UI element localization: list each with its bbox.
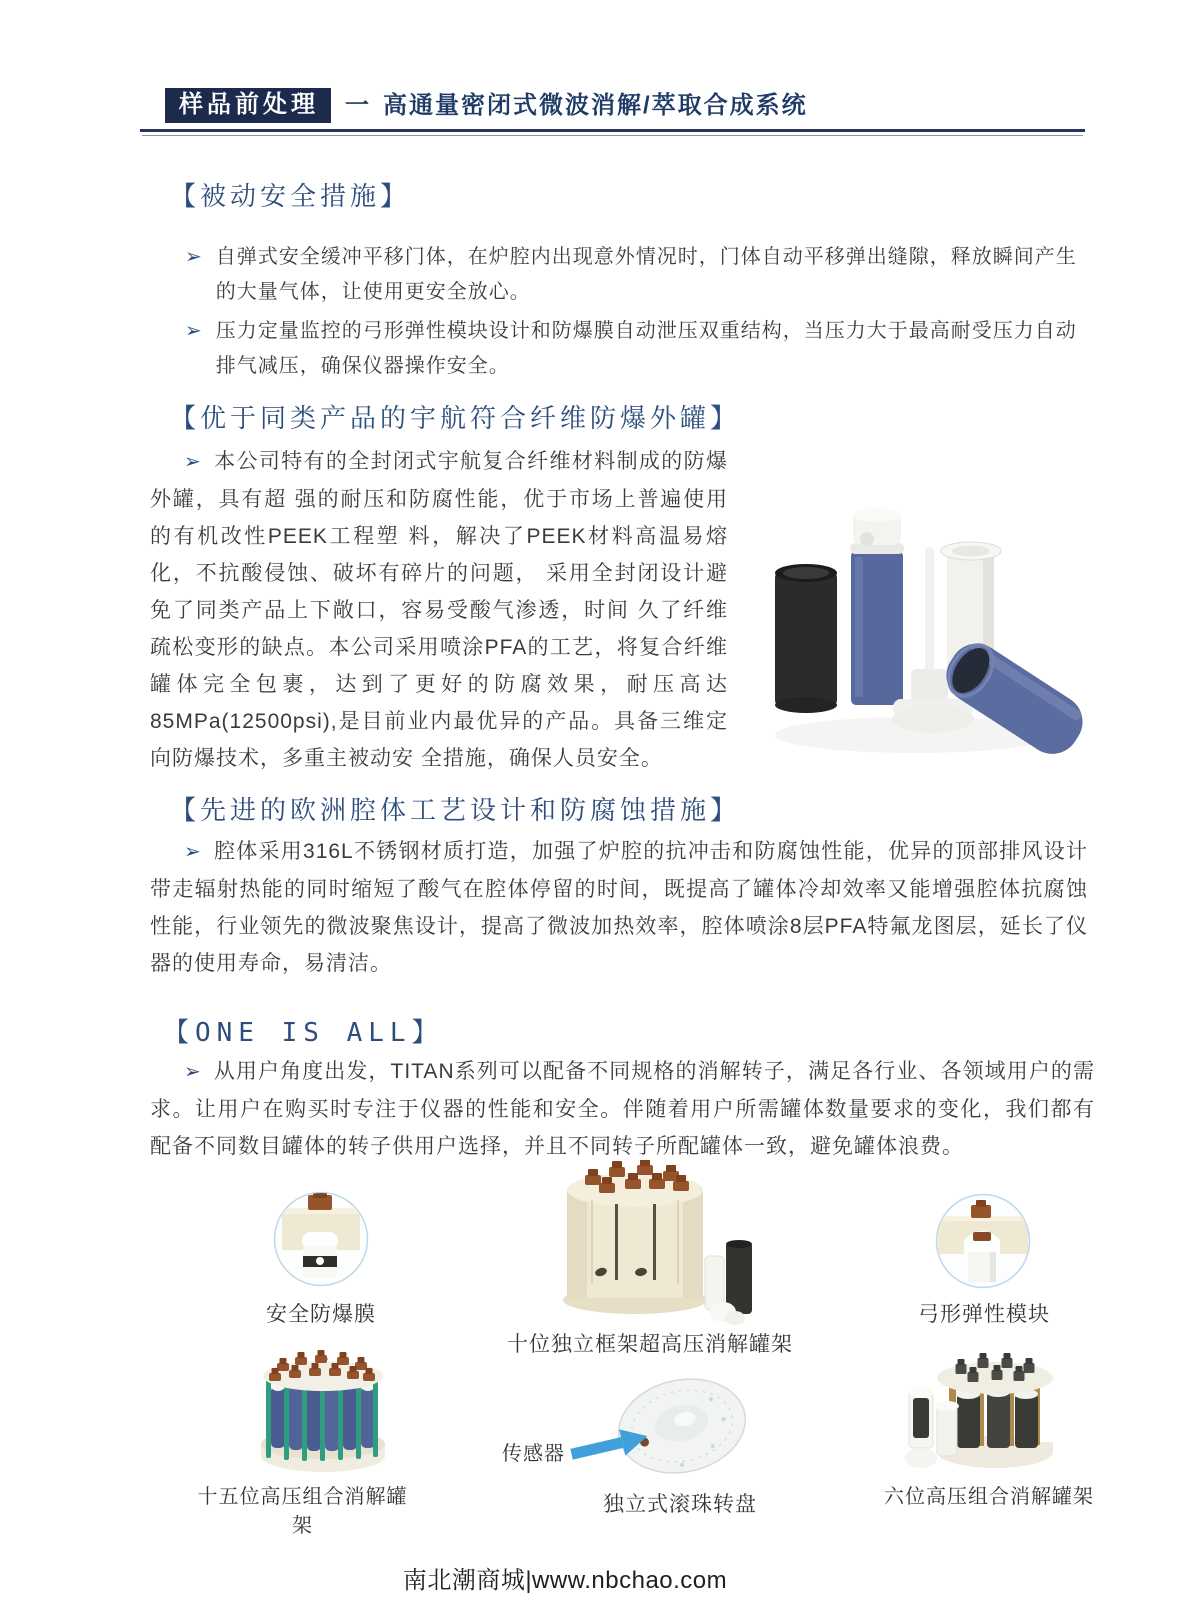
paragraph-text: 腔体采用316L不锈钢材质打造，加强了炉腔的抗冲击和防腐蚀性能，优异的顶部排风设计带走辐射热能的同时缩短了酸气在腔体停留的时间，既提高了罐体冷却效率又能增强腔体抗腐蚀性能，行业领先的微波聚焦设计，提高了微波加热效率，腔体喷涂8层PFA特氟龙图层，延长了仪器的使用寿命，易清洁。 [150,840,1088,975]
footer-text: 南北潮商城|www.nbchao.com [402,1567,728,1594]
explosion-proof-tubes-image [755,505,1085,765]
bullet-item [185,314,1090,384]
page-title: 高通量密闭式微波消解/萃取合成系统 [383,91,808,119]
product-arch-module-image [934,1192,1032,1295]
rack15-illustration [255,1348,395,1478]
product-membrane-caption: 安全防爆膜 [266,1303,376,1326]
membrane-illustration [272,1190,370,1288]
sensor-arrow-icon [568,1424,650,1467]
product-rack15-caption: 十五位高压组合消解罐架 [197,1486,408,1537]
tubes-illustration [755,505,1085,765]
passive-bullet-list [185,240,1090,388]
section-cavity-title: 【先进的欧洲腔体工艺设计和防腐蚀措施】 [170,795,741,825]
outer-tank-paragraph [150,443,728,777]
header-rule [140,129,1085,134]
bullet-arrow-icon: ➢ [184,841,202,863]
bullet-item [185,240,1090,310]
header-dash: 一 [345,91,369,119]
product-rack10-image [553,1160,758,1330]
product-rack15-image [255,1348,395,1483]
bullet-arrow-icon: ➢ [184,451,202,473]
one-is-all-paragraph [150,1053,1095,1165]
section-outer-tank-title: 【优于同类产品的宇航符合纤维防爆外罐】 [170,403,741,433]
paragraph-text: 从用户角度出发，TITAN系列可以配备不同规格的消解转子，满足各行业、各领域用户的需求。让用户在购买时专注于仪器的性能和安全。伴随着用户所需罐体数量要求的变化，我们都有配备不同数目罐体的转子供用户选择，并且不同转子所配罐体一致，避免罐体浪费。 [150,1060,1095,1158]
bullet-arrow-icon: ➢ [184,1061,202,1083]
bullet-arrow-icon: ➢ [185,320,203,342]
product-arch-module-caption: 弓形弹性模块 [918,1303,1050,1326]
rack10-illustration [553,1160,758,1325]
rack6-illustration [903,1348,1058,1478]
paragraph-text: 本公司特有的全封闭式宇航复合纤维材料制成的防爆外罐，具有超 强的耐压和防腐性能，优于市场上普遍使用的有机改性PEEK工程塑 料，解决了PEEK材料高温易熔化，不抗酸侵蚀、破坏有碎片的问题， 采用全封闭设计避免了同类产品上下敞口，容易受酸气渗透，时间 久了纤维疏松变形的缺点。本公司采用喷涂PFA的工艺，将复合纤维 罐体完全包裹，达到了更好的防腐效果，耐压高达85MPa(12500psi),是目前业内最优异的产品。具备三维定向防爆技术，多重主被动安 全措施，确保人员安全。 [150,450,728,770]
product-membrane-image [272,1190,370,1293]
product-rack10-caption: 十位独立框架超高压消解罐架 [507,1333,793,1356]
arch-module-illustration [934,1192,1032,1290]
header-badge: 样品前处理 [165,88,331,123]
sensor-arrow [568,1424,650,1462]
section-one-is-all-title: 【ONE IS ALL】 [163,1018,444,1048]
section-passive-title: 【被动安全措施】 [170,181,411,211]
bullet-arrow-icon: ➢ [185,246,203,268]
product-rack6-caption: 六位高压组合消解罐架 [884,1486,1094,1508]
product-rack6-image [903,1348,1058,1483]
bullet-text: 压力定量监控的弓形弹性模块设计和防爆膜自动泄压双重结构，当压力大于最高耐受压力自动排气减压，确保仪器操作安全。 [215,320,1077,377]
cavity-paragraph [150,833,1088,982]
product-turntable-caption: 独立式滚珠转盘 [603,1493,757,1516]
page-header [165,88,808,123]
sensor-label: 传感器 [502,1443,565,1465]
bullet-text: 自弹式安全缓冲平移门体，在炉腔内出现意外情况时，门体自动平移弹出缝隙，释放瞬间产生的大量气体，让使用更安全放心。 [215,246,1077,303]
